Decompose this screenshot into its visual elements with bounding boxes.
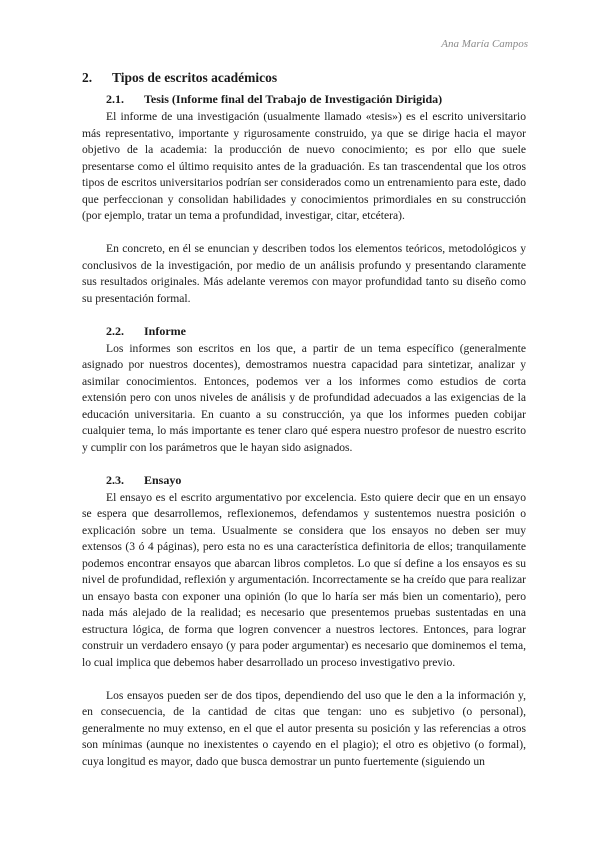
subsection-title: Ensayo — [144, 472, 182, 487]
subsection-number: 2.1. — [106, 92, 124, 106]
author-header: Ana María Campos — [441, 38, 528, 50]
section-title: Tipos de escritos académicos — [112, 70, 278, 85]
paragraph: Los informes son escritos en los que, a partir de un tema específico (generalmente asignado por nuestros docentes), demostramos nuestra capacidad para sintetizar, analizar y asimilar conocimientos. Entonces, podemos ver a los informes como estudios de corta extensión pero con unos niveles de análisis y de profundidad adecuados a las exigencias de la educación universitaria. En cuanto a su construcción, ya que los informes pueden cobijar cualquier tema, lo más importante es tener claro qué espera nuestro profesor de nuestro escrito y cumplir con los parámetros que le hayan sido asignados. — [82, 341, 526, 454]
subsection-number: 2.3. — [106, 472, 124, 487]
subsection-number: 2.2. — [106, 323, 124, 338]
paragraph: El ensayo es el escrito argumentativo por excelencia. Esto quiere decir que en un ensayo se espera que desarrollemos, reflexionemos, defendamos y sustentemos nuestra posición o explicación sobre un tema. Usualmente se considera que los ensayos no deben ser muy extensos (3 ó 4 páginas), pero esta no es una característica definitoria de ellos; tranquilamente podemos encontrar ensayos que abarcan libros completos. Lo que sí define a los ensayos es su nivel de profundidad, reflexión y argumentación. Incorrectamente se ha creído que para realizar un ensayo basta con exponer una opinión (lo que lo haría ser más bien un comentario), pero nada más alejado de la realidad; es necesario que presentemos pruebas sustentadas en una estructura lógica, de forma que logren convencer a nuestros lectores. Entonces, para lograr construir un verdadero ensayo (y para poder argumentar) es necesario que dominemos el tema, lo cual implica que debemos haber desarrollado un proceso investigativo previo. — [82, 490, 527, 669]
paragraph: En concreto, en él se enuncian y describen todos los elementos teóricos, metodológicos y conclusivos de la investigación, por medio de un análisis profundo y presentando claramente sus resultados originales. Más adelante veremos con mayor profundidad tanto su diseño como su presentación formal. — [82, 242, 526, 305]
subsection-heading-tesis — [106, 92, 526, 107]
paragraph: El informe de una investigación (usualmente llamado «tesis») es el escrito universitario más representativo, importante y rigurosamente construido, ya que se dirige hacia el mayor objetivo de la academia: la producción de nuevo conocimiento; es por ello que suele presentarse como el último requisito antes de la graduación. Es tan trascendental que los otros tipos de escritos universitarios podrían ser considerados como un entrenamiento para este, dado que perfeccionan y consolidan habilidades y conocimientos primordiales en su construcción (por ejemplo, tratar un tema a profundidad, investigar, citar, etcétera). — [82, 110, 526, 222]
section-heading — [82, 70, 526, 86]
document-body — [82, 70, 526, 770]
section-number: 2. — [82, 70, 93, 85]
subsection-title: Tesis (Informe final del Trabajo de Investigación Dirigida) — [144, 92, 443, 106]
paragraph: Los ensayos pueden ser de dos tipos, dependiendo del uso que le den a la información y, en consecuencia, de la cantidad de citas que tengan: uno es subjetivo (o personal), generalmente no muy extenso, en el que el autor presenta su posición y las referencias a otros son mínimas (aunque no inexistentes o cayendo en el plagio); el otro es objetivo (o formal), cuya longitud es mayor, dado que busca demostrar un punto fuertemente (siguiendo un — [82, 688, 526, 768]
subsection-title: Informe — [144, 323, 186, 338]
subsection-heading-informe — [106, 324, 526, 339]
subsection-heading-ensayo — [106, 473, 526, 488]
